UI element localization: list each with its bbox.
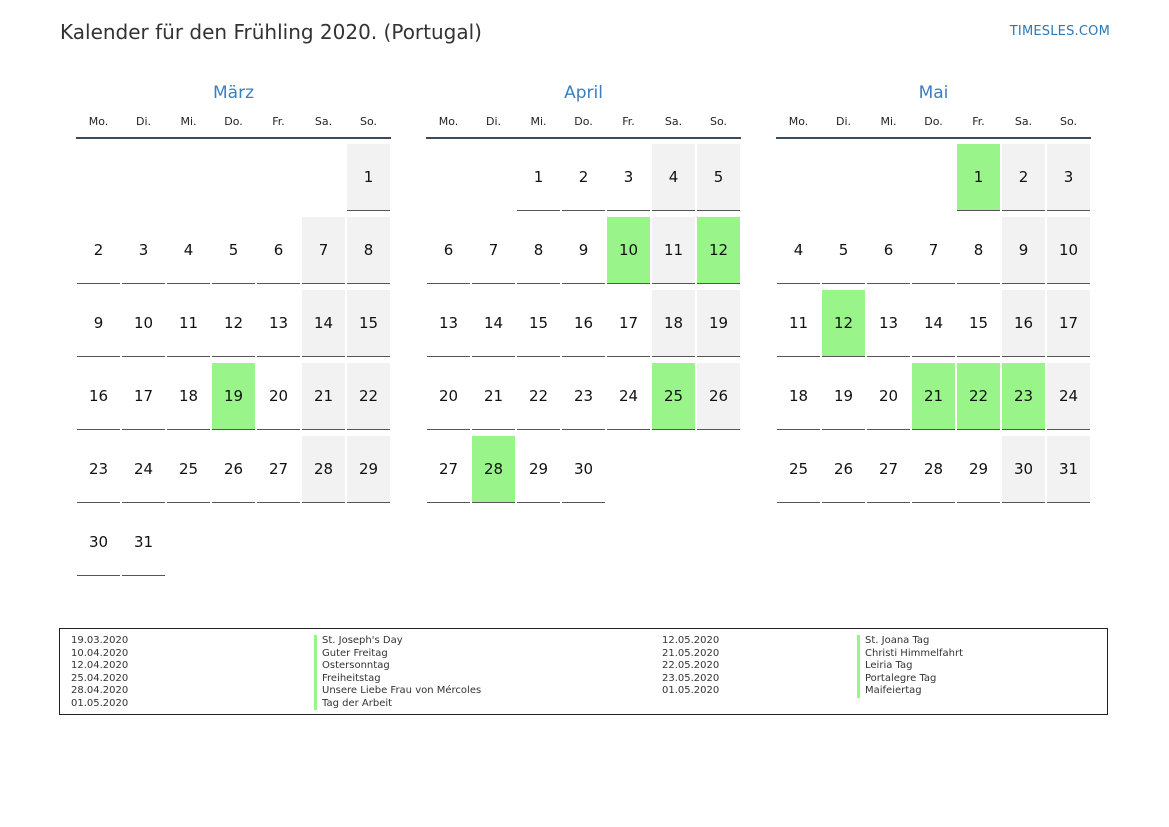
day-cell [956, 358, 1001, 431]
calendar-day: 30 [77, 509, 120, 576]
calendar-day: 17 [1047, 290, 1090, 357]
holiday-day: 12 [822, 290, 865, 357]
legend-date: 28.04.2020 [71, 685, 129, 696]
week-row [776, 285, 1091, 358]
calendar-day: 17 [607, 290, 650, 357]
legend-date: 23.05.2020 [662, 672, 720, 684]
week-row [76, 285, 391, 358]
calendar-day: 1 [517, 144, 560, 211]
day-cell [426, 285, 471, 358]
legend-holiday-name: Unsere Liebe Frau von Mércoles [314, 685, 481, 698]
calendar-day: 23 [77, 436, 120, 503]
day-cell [776, 358, 821, 431]
calendar-day: 6 [257, 217, 300, 284]
day-cell [121, 358, 166, 431]
day-cell [1046, 285, 1091, 358]
calendar-day: 7 [302, 217, 345, 284]
calendar-day: 7 [912, 217, 955, 284]
calendar-day: 20 [867, 363, 910, 430]
calendar-day: 7 [472, 217, 515, 284]
calendar-day: 25 [167, 436, 210, 503]
calendar-day: 27 [427, 436, 470, 503]
day-cell [76, 139, 121, 212]
calendar-day: 12 [212, 290, 255, 357]
calendar-day: 4 [777, 217, 820, 284]
day-cell [516, 431, 561, 504]
week-row [76, 504, 391, 577]
calendar-day: 3 [122, 217, 165, 284]
day-cell [166, 139, 211, 212]
legend-date: 21.05.2020 [662, 647, 720, 659]
day-cell [301, 431, 346, 504]
calendar-day: 10 [1047, 217, 1090, 284]
calendar-day: 3 [607, 144, 650, 211]
holiday-day: 10 [607, 217, 650, 284]
week-row [76, 431, 391, 504]
day-cell [776, 139, 821, 212]
weekday-label: So. [1059, 115, 1077, 128]
day-cell [166, 358, 211, 431]
weekday-label: Fr. [972, 115, 985, 128]
day-cell [121, 504, 166, 577]
day-cell [256, 358, 301, 431]
calendar-day: 26 [212, 436, 255, 503]
day-cell [956, 431, 1001, 504]
calendar-day: 5 [212, 217, 255, 284]
day-cell [166, 431, 211, 504]
calendar-day: 8 [347, 217, 390, 284]
day-cell [346, 139, 391, 212]
calendar-day: 22 [347, 363, 390, 430]
day-cell [516, 139, 561, 212]
day-cell [211, 358, 256, 431]
holiday-day: 21 [912, 363, 955, 430]
day-cell [956, 212, 1001, 285]
week-row [776, 431, 1091, 504]
day-cell [696, 358, 741, 431]
legend-date: 10.04.2020 [71, 647, 129, 659]
day-cell [211, 504, 256, 577]
day-cell [121, 212, 166, 285]
weekday-label: Fr. [622, 115, 635, 128]
day-cell [211, 139, 256, 212]
day-cell [866, 358, 911, 431]
month-title: Mai [918, 83, 949, 103]
weekday-label: Sa. [314, 115, 333, 128]
legend-right-names [857, 635, 963, 698]
day-cell [121, 139, 166, 212]
legend-left-names [314, 635, 481, 710]
calendar-day: 26 [822, 436, 865, 503]
day-cell [821, 212, 866, 285]
calendar-day: 18 [652, 290, 695, 357]
day-cell [696, 139, 741, 212]
holiday-day: 12 [697, 217, 740, 284]
day-cell [776, 285, 821, 358]
calendar-day: 2 [1002, 144, 1045, 211]
month-1 [426, 80, 741, 504]
day-cell [866, 139, 911, 212]
legend-holiday-name: Guter Freitag [314, 648, 481, 661]
day-cell [866, 285, 911, 358]
day-grid [776, 139, 1091, 504]
weekday-label: Di. [135, 115, 152, 128]
weekday-label: Di. [835, 115, 852, 128]
day-cell [696, 212, 741, 285]
day-cell [1046, 431, 1091, 504]
day-cell [166, 504, 211, 577]
weekday-label: So. [359, 115, 377, 128]
calendar-day: 26 [697, 363, 740, 430]
day-cell [821, 358, 866, 431]
day-cell [211, 431, 256, 504]
day-cell [426, 212, 471, 285]
calendar-day: 14 [912, 290, 955, 357]
calendar-day: 15 [347, 290, 390, 357]
week-row [426, 285, 741, 358]
calendar-day: 11 [652, 217, 695, 284]
day-cell [561, 139, 606, 212]
day-cell [821, 285, 866, 358]
week-row [776, 212, 1091, 285]
calendar-day: 23 [562, 363, 605, 430]
week-row [776, 358, 1091, 431]
day-cell [911, 358, 956, 431]
week-row [76, 358, 391, 431]
weekday-label: Fr. [272, 115, 285, 128]
holiday-day: 19 [212, 363, 255, 430]
weekday-label: Sa. [664, 115, 683, 128]
day-cell [426, 358, 471, 431]
calendar-day: 15 [517, 290, 560, 357]
day-cell [956, 285, 1001, 358]
day-cell [606, 285, 651, 358]
calendar-day: 28 [302, 436, 345, 503]
calendar-day: 5 [822, 217, 865, 284]
weekday-label: Mi. [530, 115, 547, 128]
day-cell [911, 139, 956, 212]
calendar-day: 11 [167, 290, 210, 357]
day-cell [301, 358, 346, 431]
legend-right-dates [662, 635, 719, 698]
legend-holiday-name: Freiheitstag [314, 673, 481, 686]
day-cell [821, 431, 866, 504]
day-cell [1001, 431, 1046, 504]
day-grid [76, 139, 391, 577]
day-cell [256, 212, 301, 285]
calendar-day: 11 [777, 290, 820, 357]
day-cell [516, 285, 561, 358]
legend-holiday-name: St. Joseph's Day [314, 635, 481, 648]
day-grid [426, 139, 741, 504]
holiday-legend [59, 628, 1108, 715]
day-cell [821, 139, 866, 212]
day-cell [471, 358, 516, 431]
holiday-day: 1 [957, 144, 1000, 211]
day-cell [1001, 285, 1046, 358]
day-cell [471, 285, 516, 358]
day-cell [561, 358, 606, 431]
calendar-day: 2 [77, 217, 120, 284]
calendar-day: 14 [302, 290, 345, 357]
legend-holiday-name: Leiria Tag [857, 660, 963, 673]
calendar-day: 9 [562, 217, 605, 284]
day-cell [346, 285, 391, 358]
calendar-day: 6 [427, 217, 470, 284]
day-cell [76, 431, 121, 504]
weekday-label: Mi. [880, 115, 897, 128]
day-cell [1001, 358, 1046, 431]
day-cell [211, 285, 256, 358]
calendar-day: 17 [122, 363, 165, 430]
day-cell [211, 212, 256, 285]
calendar-day: 27 [257, 436, 300, 503]
day-cell [121, 431, 166, 504]
day-cell [561, 212, 606, 285]
day-cell [426, 139, 471, 212]
month-0 [76, 80, 391, 577]
day-cell [1046, 139, 1091, 212]
weekday-label: Do. [224, 115, 243, 128]
legend-date: 01.05.2020 [662, 685, 720, 696]
calendar-day: 29 [347, 436, 390, 503]
day-cell [651, 431, 696, 504]
day-cell [471, 431, 516, 504]
calendar-day: 24 [1047, 363, 1090, 430]
day-cell [606, 431, 651, 504]
calendar-day: 24 [122, 436, 165, 503]
calendar-day: 3 [1047, 144, 1090, 211]
day-cell [346, 212, 391, 285]
day-cell [76, 504, 121, 577]
week-row [76, 212, 391, 285]
day-cell [651, 212, 696, 285]
calendar-day: 30 [562, 436, 605, 503]
brand-link[interactable]: TIMESLES.COM [1009, 24, 1110, 39]
week-row [426, 139, 741, 212]
calendar-day: 25 [777, 436, 820, 503]
calendar-day: 16 [1002, 290, 1045, 357]
day-cell [76, 285, 121, 358]
day-cell [606, 212, 651, 285]
day-cell [301, 212, 346, 285]
day-cell [1001, 212, 1046, 285]
calendar-day: 13 [867, 290, 910, 357]
month-2 [776, 80, 1091, 504]
legend-date: 12.04.2020 [71, 660, 129, 671]
calendar-day: 16 [77, 363, 120, 430]
week-row [426, 212, 741, 285]
calendar-day: 14 [472, 290, 515, 357]
calendar-day: 28 [912, 436, 955, 503]
calendar-day: 5 [697, 144, 740, 211]
calendar-day: 4 [167, 217, 210, 284]
weekday-label: Do. [924, 115, 943, 128]
day-cell [76, 212, 121, 285]
legend-holiday-name: St. Joana Tag [857, 635, 963, 648]
day-cell [256, 504, 301, 577]
calendar-day: 9 [1002, 217, 1045, 284]
calendar-day: 29 [517, 436, 560, 503]
calendar-day: 20 [427, 363, 470, 430]
weekday-label: Sa. [1014, 115, 1033, 128]
legend-date: 25.04.2020 [71, 672, 129, 684]
legend-holiday-name: Tag der Arbeit [314, 698, 481, 711]
calendar-day: 21 [302, 363, 345, 430]
calendar-day: 13 [257, 290, 300, 357]
calendar-day: 1 [347, 144, 390, 211]
calendar-day: 31 [1047, 436, 1090, 503]
week-row [76, 139, 391, 212]
month-title: März [213, 83, 254, 103]
calendar-day: 8 [957, 217, 1000, 284]
day-cell [651, 285, 696, 358]
week-row [426, 431, 741, 504]
calendar-day: 15 [957, 290, 1000, 357]
day-cell [76, 358, 121, 431]
calendar-day: 21 [472, 363, 515, 430]
day-cell [301, 139, 346, 212]
calendar-day: 4 [652, 144, 695, 211]
weekday-header [426, 106, 741, 139]
calendar-day: 19 [822, 363, 865, 430]
weekday-label: Mi. [180, 115, 197, 128]
day-cell [471, 212, 516, 285]
day-cell [866, 212, 911, 285]
calendar-day: 30 [1002, 436, 1045, 503]
day-cell [166, 212, 211, 285]
calendar-day: 18 [777, 363, 820, 430]
calendar-day: 2 [562, 144, 605, 211]
legend-date: 19.03.2020 [71, 635, 129, 646]
weekday-header [776, 106, 1091, 139]
calendar-day: 6 [867, 217, 910, 284]
day-cell [696, 285, 741, 358]
legend-holiday-name: Ostersonntag [314, 660, 481, 673]
day-cell [346, 431, 391, 504]
day-cell [866, 431, 911, 504]
weekday-label: Mo. [88, 115, 109, 128]
day-cell [651, 358, 696, 431]
day-cell [516, 358, 561, 431]
weekday-label: Mo. [788, 115, 809, 128]
legend-holiday-name: Christi Himmelfahrt [857, 648, 963, 661]
day-cell [606, 139, 651, 212]
legend-date: 12.05.2020 [662, 635, 720, 646]
holiday-day: 23 [1002, 363, 1045, 430]
calendar-day: 16 [562, 290, 605, 357]
day-cell [346, 358, 391, 431]
holiday-day: 25 [652, 363, 695, 430]
day-cell [256, 431, 301, 504]
calendar-day: 9 [77, 290, 120, 357]
day-cell [121, 285, 166, 358]
weekday-label: Mo. [438, 115, 459, 128]
week-row [426, 358, 741, 431]
day-cell [776, 431, 821, 504]
day-cell [561, 285, 606, 358]
day-cell [1046, 358, 1091, 431]
calendar-day: 31 [122, 509, 165, 576]
day-cell [696, 431, 741, 504]
calendar-day: 10 [122, 290, 165, 357]
calendar-day: 18 [167, 363, 210, 430]
calendar-day: 8 [517, 217, 560, 284]
legend-holiday-name: Maifeiertag [857, 685, 963, 698]
day-cell [301, 285, 346, 358]
legend-left-dates [71, 635, 128, 710]
weekday-label: So. [709, 115, 727, 128]
calendar-day: 13 [427, 290, 470, 357]
day-cell [346, 504, 391, 577]
day-cell [256, 285, 301, 358]
calendar-day: 24 [607, 363, 650, 430]
calendar-day: 20 [257, 363, 300, 430]
day-cell [516, 212, 561, 285]
day-cell [606, 358, 651, 431]
legend-date: 01.05.2020 [71, 697, 129, 709]
legend-holiday-name: Portalegre Tag [857, 673, 963, 686]
holiday-day: 22 [957, 363, 1000, 430]
day-cell [301, 504, 346, 577]
day-cell [471, 139, 516, 212]
month-title: April [564, 83, 603, 103]
calendar-day: 27 [867, 436, 910, 503]
holiday-day: 28 [472, 436, 515, 503]
day-cell [256, 139, 301, 212]
weekday-header [76, 106, 391, 139]
day-cell [1046, 212, 1091, 285]
calendar-day: 22 [517, 363, 560, 430]
day-cell [911, 212, 956, 285]
day-cell [561, 431, 606, 504]
legend-date: 22.05.2020 [662, 660, 720, 671]
week-row [776, 139, 1091, 212]
calendar-day: 29 [957, 436, 1000, 503]
day-cell [651, 139, 696, 212]
calendar-day: 19 [697, 290, 740, 357]
day-cell [166, 285, 211, 358]
day-cell [911, 431, 956, 504]
day-cell [956, 139, 1001, 212]
day-cell [1001, 139, 1046, 212]
day-cell [426, 431, 471, 504]
day-cell [776, 212, 821, 285]
day-cell [911, 285, 956, 358]
weekday-label: Di. [485, 115, 502, 128]
page-title: Kalender für den Frühling 2020. (Portugal) [60, 20, 482, 44]
weekday-label: Do. [574, 115, 593, 128]
